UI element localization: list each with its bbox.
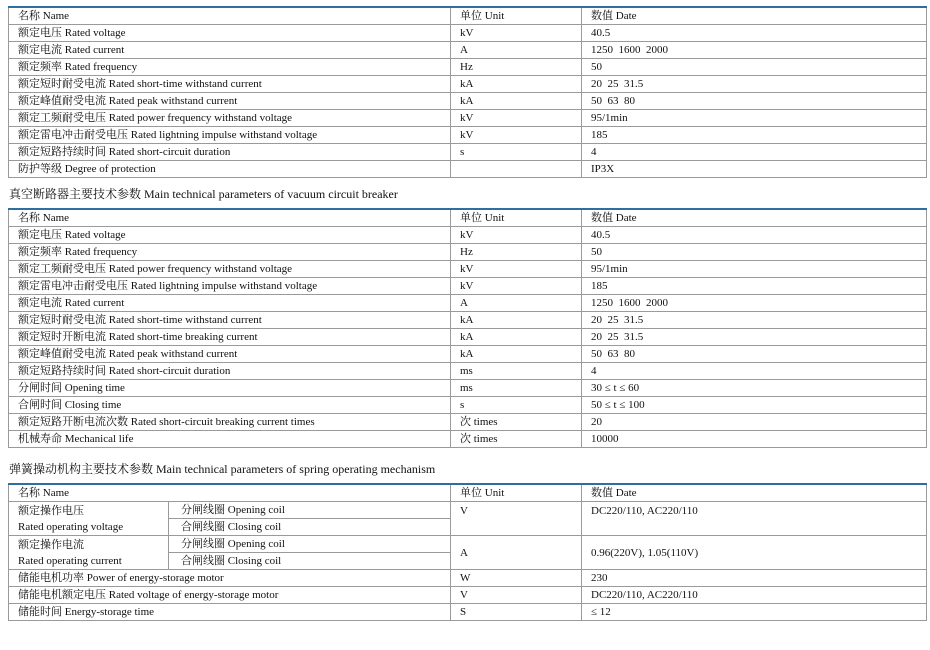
header-value: 数值 Date [582, 209, 927, 227]
table-row [9, 76, 927, 93]
table-row [9, 312, 927, 329]
param-name: 额定雷电冲击耐受电压 Rated lightning impulse withstand voltage [9, 278, 451, 295]
param-value: 20 25 31.5 [582, 312, 927, 329]
table-row [9, 42, 927, 59]
param-unit: kA [451, 93, 582, 110]
table-row [9, 227, 927, 244]
param-value: 95/1min [582, 261, 927, 278]
table-row [9, 346, 927, 363]
param-value: ≤ 12 [582, 604, 927, 621]
param-name: 额定频率 Rated frequency [9, 244, 451, 261]
param-value: 20 [582, 414, 927, 431]
param-name: 储能电机功率 Power of energy-storage motor [9, 570, 451, 587]
operating-voltage-value: DC220/110, AC220/110 [582, 502, 927, 536]
table-row [9, 502, 927, 519]
table-row [9, 127, 927, 144]
param-name: 额定短路持续时间 Rated short-circuit duration [9, 363, 451, 380]
param-value: 10000 [582, 431, 927, 448]
param-name: 防护等级 Degree of protection [9, 161, 451, 178]
param-name: 额定短路开断电流次数 Rated short-circuit breaking current times [9, 414, 451, 431]
operating-current-cn: 额定操作电流 [18, 538, 84, 551]
param-value: 30 ≤ t ≤ 60 [582, 380, 927, 397]
param-unit: kV [451, 110, 582, 127]
spring-mechanism-table [8, 483, 927, 621]
vacuum-breaker-table [8, 208, 927, 448]
param-name: 额定短路持续时间 Rated short-circuit duration [9, 144, 451, 161]
table-row [9, 278, 927, 295]
param-value: 1250 1600 2000 [582, 295, 927, 312]
param-unit: ms [451, 380, 582, 397]
table-row [9, 161, 927, 178]
table-row [9, 536, 927, 553]
param-unit: kV [451, 127, 582, 144]
header-unit: 单位 Unit [451, 209, 582, 227]
general-parameters-table [8, 6, 927, 178]
param-name: 额定短时耐受电流 Rated short-time withstand current [9, 312, 451, 329]
param-unit: kA [451, 76, 582, 93]
param-value: 50 [582, 59, 927, 76]
operating-current-en: Rated operating current [18, 554, 122, 567]
param-unit: ms [451, 363, 582, 380]
param-value: 230 [582, 570, 927, 587]
param-name: 额定短时开断电流 Rated short-time breaking current [9, 329, 451, 346]
param-name: 储能电机额定电压 Rated voltage of energy-storage motor [9, 587, 451, 604]
param-value: 50 ≤ t ≤ 100 [582, 397, 927, 414]
closing-coil-label: 合闸线圈 Closing coil [169, 553, 451, 570]
param-unit: Hz [451, 244, 582, 261]
param-value: 40.5 [582, 25, 927, 42]
table-row [9, 244, 927, 261]
table-row [9, 604, 927, 621]
opening-coil-label: 分闸线圈 Opening coil [169, 502, 451, 519]
param-value: 20 25 31.5 [582, 329, 927, 346]
param-name: 额定电流 Rated current [9, 42, 451, 59]
param-value: 185 [582, 127, 927, 144]
table-row [9, 329, 927, 346]
param-value: 95/1min [582, 110, 927, 127]
vacuum-breaker-caption: 真空断路器主要技术参数 Main technical parameters of vacuum circuit breaker [9, 187, 398, 201]
table-row [9, 414, 927, 431]
param-value: 4 [582, 144, 927, 161]
param-value: 20 25 31.5 [582, 76, 927, 93]
operating-voltage-cn: 额定操作电压 [18, 504, 84, 517]
table-header-row [9, 7, 927, 25]
spring-mechanism-caption: 弹簧操动机构主要技术参数 Main technical parameters of spring operating mechanism [9, 462, 436, 476]
table-header-row [9, 484, 927, 502]
param-value: 185 [582, 278, 927, 295]
header-value: 数值 Date [582, 484, 927, 502]
table-row [9, 93, 927, 110]
param-name: 额定峰值耐受电流 Rated peak withstand current [9, 346, 451, 363]
param-name: 储能时间 Energy-storage time [9, 604, 451, 621]
table-header-row [9, 209, 927, 227]
param-value: 4 [582, 363, 927, 380]
header-unit: 单位 Unit [451, 484, 582, 502]
table-row [9, 587, 927, 604]
table-row [9, 570, 927, 587]
param-name: 额定频率 Rated frequency [9, 59, 451, 76]
param-value: DC220/110, AC220/110 [582, 587, 927, 604]
param-name: 额定峰值耐受电流 Rated peak withstand current [9, 93, 451, 110]
operating-voltage-en: Rated operating voltage [18, 520, 124, 533]
table-row [9, 261, 927, 278]
table-row [9, 363, 927, 380]
param-name: 合闸时间 Closing time [9, 397, 451, 414]
param-unit: kV [451, 278, 582, 295]
operating-current-name [9, 536, 169, 570]
param-unit [451, 161, 582, 178]
operating-current-value: 0.96(220V), 1.05(110V) [582, 536, 927, 570]
param-name: 额定工频耐受电压 Rated power frequency withstand voltage [9, 110, 451, 127]
param-unit: 次 times [451, 414, 582, 431]
param-name: 额定短时耐受电流 Rated short-time withstand current [9, 76, 451, 93]
param-unit: Hz [451, 59, 582, 76]
param-unit: 次 times [451, 431, 582, 448]
operating-current-unit: A [451, 536, 582, 570]
param-unit: A [451, 295, 582, 312]
table-row [9, 144, 927, 161]
header-unit: 单位 Unit [451, 7, 582, 25]
param-unit: kV [451, 25, 582, 42]
param-unit: W [451, 570, 582, 587]
param-name: 额定电流 Rated current [9, 295, 451, 312]
table-row [9, 110, 927, 127]
spec-document [8, 6, 926, 621]
param-name: 额定雷电冲击耐受电压 Rated lightning impulse withstand voltage [9, 127, 451, 144]
operating-voltage-name [9, 502, 169, 536]
param-name: 额定电压 Rated voltage [9, 25, 451, 42]
param-value: IP3X [582, 161, 927, 178]
param-value: 50 63 80 [582, 346, 927, 363]
header-value: 数值 Date [582, 7, 927, 25]
param-unit: kA [451, 329, 582, 346]
header-name: 名称 Name [9, 7, 451, 25]
table-row [9, 431, 927, 448]
param-name: 分闸时间 Opening time [9, 380, 451, 397]
param-unit: V [451, 587, 582, 604]
table-row [9, 59, 927, 76]
operating-voltage-unit: V [451, 502, 582, 536]
closing-coil-label: 合闸线圈 Closing coil [169, 519, 451, 536]
param-unit: s [451, 397, 582, 414]
param-value: 40.5 [582, 227, 927, 244]
table-row [9, 380, 927, 397]
param-unit: kV [451, 227, 582, 244]
param-unit: kV [451, 261, 582, 278]
param-value: 50 63 80 [582, 93, 927, 110]
table-row [9, 25, 927, 42]
param-name: 额定工频耐受电压 Rated power frequency withstand voltage [9, 261, 451, 278]
param-name: 机械寿命 Mechanical life [9, 431, 451, 448]
param-unit: s [451, 144, 582, 161]
param-unit: A [451, 42, 582, 59]
param-name: 额定电压 Rated voltage [9, 227, 451, 244]
param-value: 1250 1600 2000 [582, 42, 927, 59]
param-value: 50 [582, 244, 927, 261]
param-unit: kA [451, 346, 582, 363]
header-name: 名称 Name [9, 209, 451, 227]
param-unit: kA [451, 312, 582, 329]
table-row [9, 295, 927, 312]
header-name: 名称 Name [9, 484, 451, 502]
opening-coil-label: 分闸线圈 Opening coil [169, 536, 451, 553]
table-row [9, 397, 927, 414]
param-unit: S [451, 604, 582, 621]
